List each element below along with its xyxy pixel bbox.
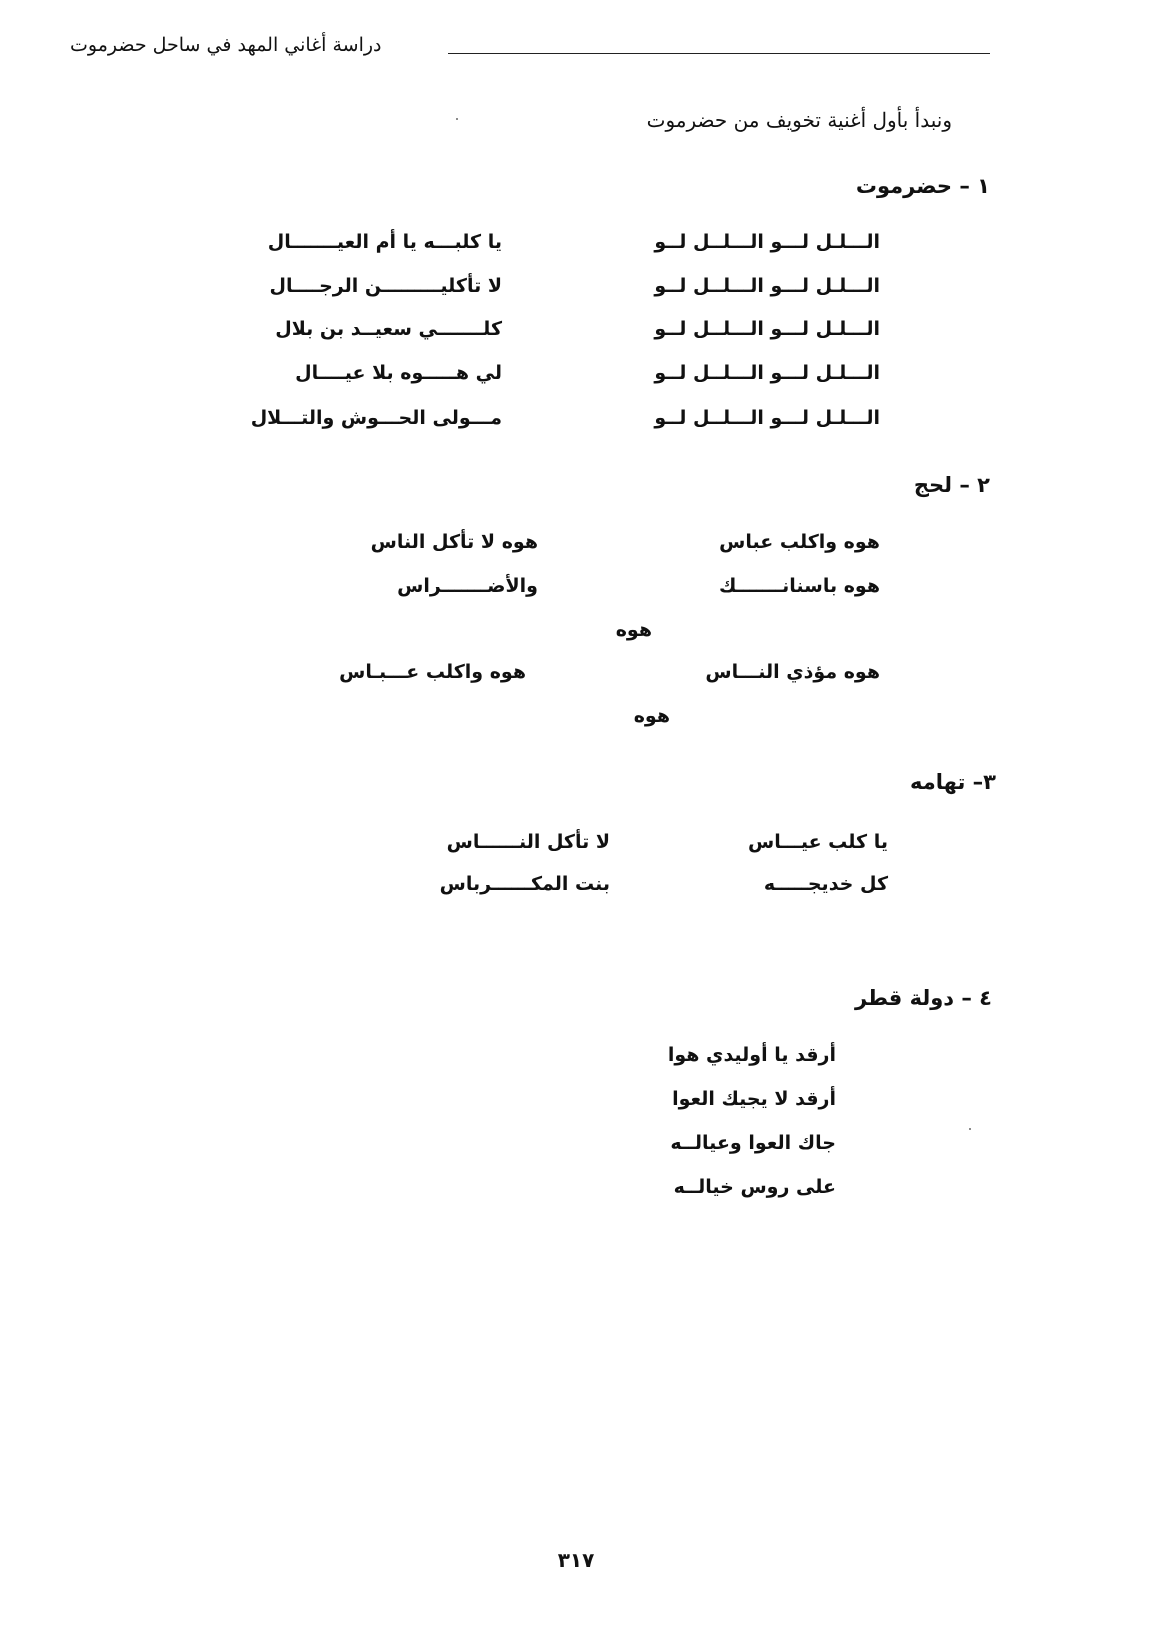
- verse-line: يا كلب عيـــاس: [748, 831, 888, 853]
- verse-line: أرقد يا أوليدي هوا: [667, 1044, 836, 1066]
- verse-line: الـــلـل لـــو الـــلــل لــو: [654, 407, 880, 429]
- verse-line: هوه مؤذي النـــاس: [705, 661, 880, 683]
- header-title: دراسة أغاني المهد في ساحل حضرموت: [70, 34, 382, 56]
- verse-line: لا تأكل النــــــاس: [446, 831, 610, 853]
- running-header: [70, 34, 990, 64]
- verse-line: لا تأكليـــــــــن الرجــــال: [269, 275, 502, 297]
- verse-line: على روس خيالــه: [673, 1176, 836, 1198]
- scan-speck: [456, 118, 458, 120]
- verse-line: بنت المكــــــرباس: [439, 873, 610, 895]
- section-title-tihama: ٣– تهامه: [909, 770, 996, 794]
- verse-line: هوه واكلب عـــبـاس: [339, 661, 526, 683]
- verse-line: هوه باسنانـــــــك: [718, 575, 880, 597]
- verse-line: كلـــــــي سعيــد بن بلال: [275, 318, 502, 340]
- verse-line: يا كلبـــه يا أم العيـــــــال: [267, 231, 502, 253]
- page-number: ٣١٧: [557, 1548, 595, 1572]
- verse-line: أرقد لا يجيك العوا: [672, 1088, 836, 1110]
- verse-line-center: هوه: [615, 619, 652, 641]
- verse-line: جاك العوا وعيالــه: [670, 1132, 836, 1154]
- section-title-hadramout: ١ – حضرموت: [855, 174, 990, 198]
- verse-line: الـــلـل لـــو الـــلــل لــو: [654, 362, 880, 384]
- header-rule: [448, 53, 990, 54]
- section-title-lahj: ٢ – لحج: [913, 473, 990, 497]
- verse-line: لي هـــــوه بلا عيــــال: [295, 362, 502, 384]
- verse-line: هوه واكلب عباس: [719, 531, 880, 553]
- verse-line: الـــلـل لـــو الـــلــل لــو: [654, 231, 880, 253]
- scan-speck: [969, 1128, 971, 1130]
- verse-line: والأضـــــــراس: [397, 575, 538, 597]
- verse-line: هوه لا تأكل الناس: [370, 531, 538, 553]
- verse-line: الـــلـل لـــو الـــلــل لــو: [654, 275, 880, 297]
- section-title-qatar: ٤ – دولة قطر: [855, 986, 992, 1010]
- verse-line: الـــلـل لـــو الـــلــل لــو: [654, 318, 880, 340]
- verse-line-center: هوه: [633, 705, 670, 727]
- verse-line: مـــولى الحـــوش والتـــلال: [250, 407, 502, 429]
- intro-text: ونبدأ بأول أغنية تخويف من حضرموت: [646, 108, 952, 132]
- verse-line: كل خديجـــــه: [763, 873, 888, 895]
